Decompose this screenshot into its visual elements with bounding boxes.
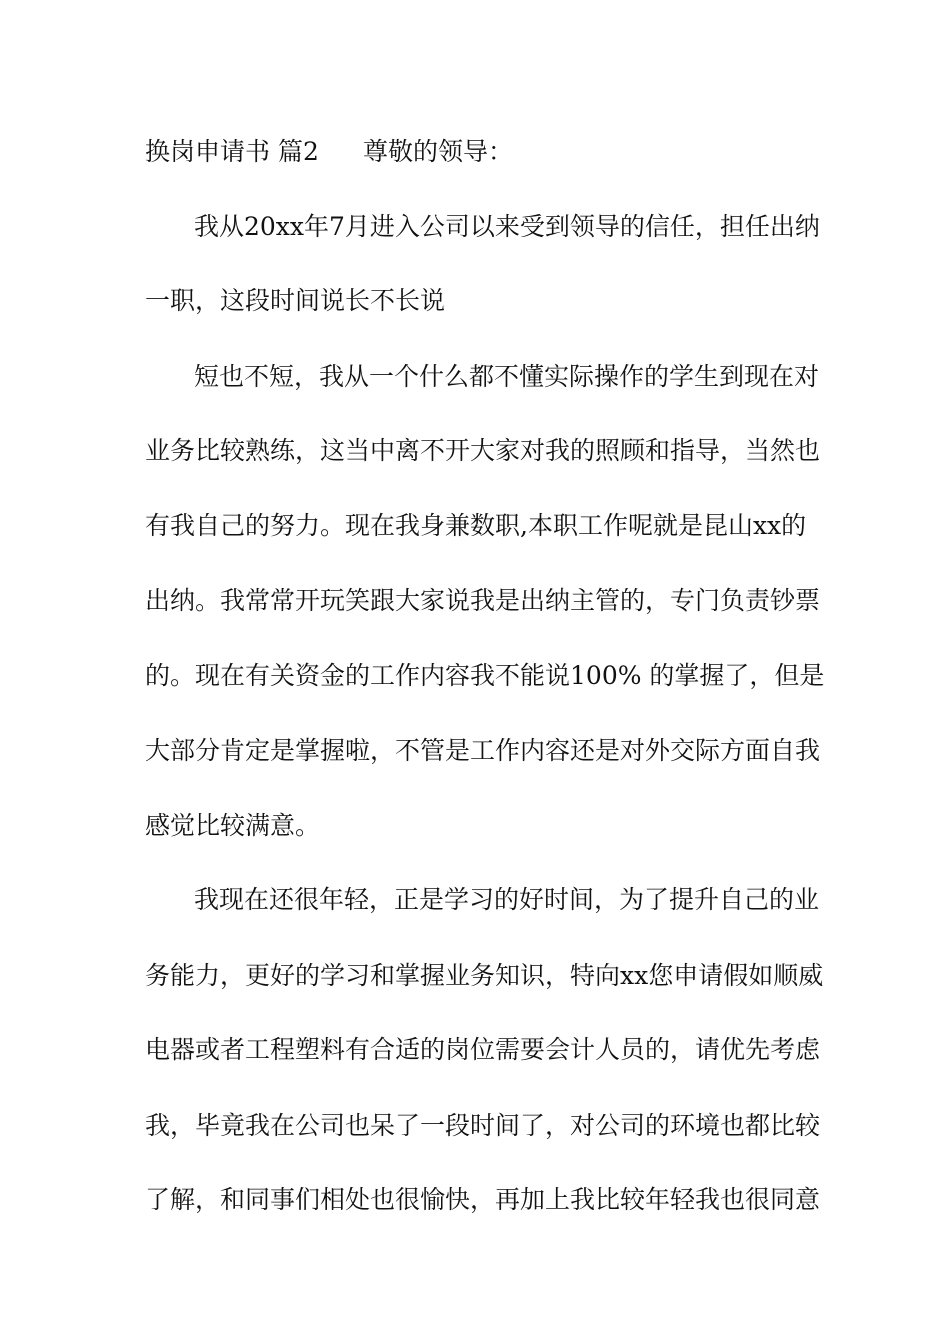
paragraph-line: 有我自己的努力。现在我身兼数职,本职工作呢就是昆山xx的 xyxy=(145,511,807,540)
paragraph-line: 出纳。我常常开玩笑跟大家说我是出纳主管的，专门负责钞票 xyxy=(145,586,821,615)
paragraph-line: 业务比较熟练，这当中离不开大家对我的照顾和指导，当然也 xyxy=(145,436,821,465)
paragraph-line: 感觉比较满意。 xyxy=(145,811,321,840)
paragraph-line: 务能力，更好的学习和掌握业务知识，特向xx您申请假如顺威 xyxy=(145,961,824,990)
paragraph-line: 电器或者工程塑料有合适的岗位需要会计人员的，请优先考虑 xyxy=(145,1035,821,1064)
paragraph-line: 短也不短，我从一个什么都不懂实际操作的学生到现在对 xyxy=(194,362,820,391)
paragraph-line: 我从20xx年7月进入公司以来受到领导的信任，担任出纳 xyxy=(194,212,820,241)
greeting: 尊敬的领导： xyxy=(363,137,514,166)
paragraph-line: 了解，和同事们相处也很愉快，再加上我比较年轻我也很同意 xyxy=(145,1185,821,1214)
paragraph-line: 我现在还很年轻，正是学习的好时间，为了提升自己的业 xyxy=(194,885,820,914)
paragraph-line: 大部分肯定是掌握啦，不管是工作内容还是对外交际方面自我 xyxy=(145,736,821,765)
paragraph-line: 的。现在有关资金的工作内容我不能说100% 的掌握了，但是 xyxy=(145,661,825,690)
document-title: 换岗申请书 篇2 xyxy=(145,137,319,166)
paragraph-line: 我，毕竟我在公司也呆了一段时间了，对公司的环境也都比较 xyxy=(145,1111,821,1140)
paragraph-line: 一职，这段时间说长不长说 xyxy=(145,286,446,315)
